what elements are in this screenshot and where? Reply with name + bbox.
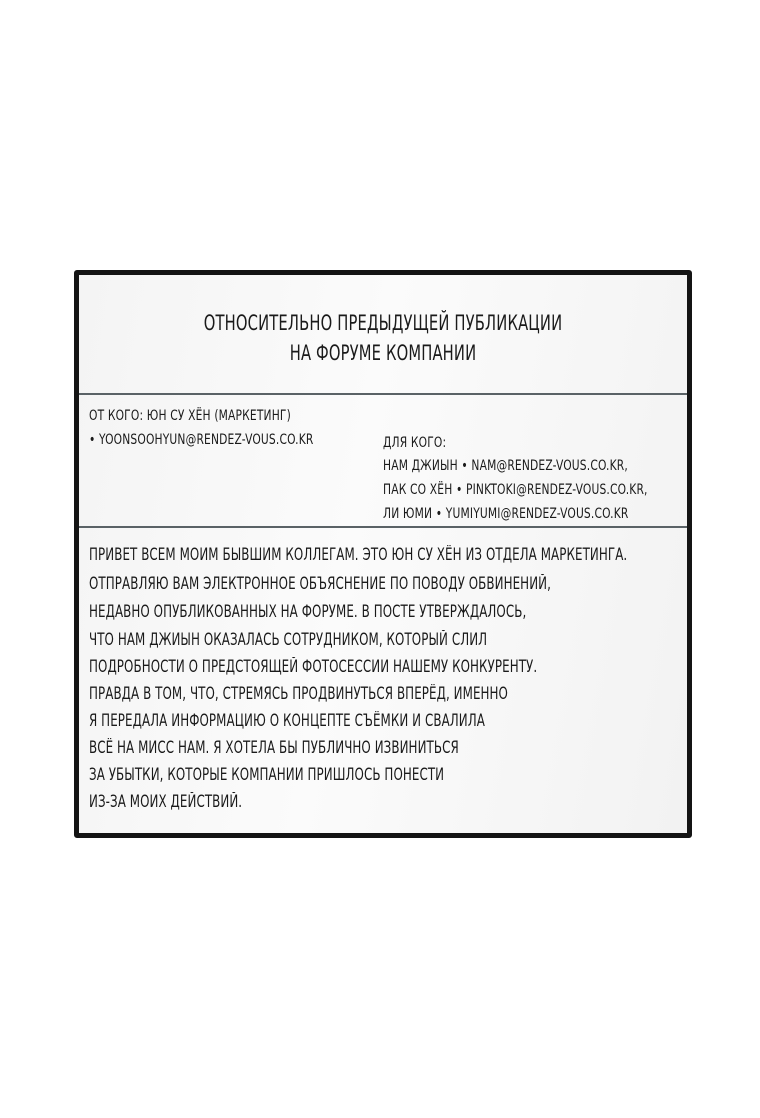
body-line: ИЗ-ЗА МОИХ ДЕЙСТВИЙ.: [89, 792, 243, 811]
body-line: ВСЁ НА МИСС НАМ. Я ХОТЕЛА БЫ ПУБЛИЧНО ИЗВИНИТЬСЯ: [89, 738, 459, 757]
body-line: ОТПРАВЛЯЮ ВАМ ЭЛЕКТРОННОЕ ОБЪЯСНЕНИЕ ПО ПОВОДУ ОБВИНЕНИЙ,: [89, 574, 551, 593]
recipient-item: ЛИ ЮМИ • YUMIYUMI@RENDEZ-VOUS.CO.KR: [383, 506, 629, 522]
email-meta: [79, 395, 687, 528]
recipient-item: ПАК СО ХЁН • PINKTOKI@RENDEZ-VOUS.CO.KR,: [383, 482, 648, 498]
email-panel: [74, 270, 692, 838]
body-line: ПОДРОБНОСТИ О ПРЕДСТОЯЩЕЙ ФОТОСЕССИИ НАШЕМУ КОНКУРЕНТУ.: [89, 657, 538, 676]
sender-email: • YOONSOOHYUN@RENDEZ-VOUS.CO.KR: [89, 432, 314, 448]
email-subject-line-2: НА ФОРУМЕ КОМПАНИИ: [289, 341, 477, 365]
body-line: ПРИВЕТ ВСЕМ МОИМ БЫВШИМ КОЛЛЕГАМ. ЭТО ЮН СУ ХЁН ИЗ ОТДЕЛА МАРКЕТИНГА.: [89, 545, 628, 564]
body-line: ЗА УБЫТКИ, КОТОРЫЕ КОМПАНИИ ПРИШЛОСЬ ПОНЕСТИ: [89, 765, 445, 784]
email-subject-line-1: ОТНОСИТЕЛЬНО ПРЕДЫДУЩЕЙ ПУБЛИКАЦИИ: [203, 311, 563, 335]
email-body: [79, 528, 687, 833]
body-line: НЕДАВНО ОПУБЛИКОВАННЫХ НА ФОРУМЕ. В ПОСТЕ УТВЕРЖДАЛОСЬ,: [89, 602, 527, 621]
body-line: ПРАВДА В ТОМ, ЧТО, СТРЕМЯСЬ ПРОДВИНУТЬСЯ ВПЕРЁД, ИМЕННО: [89, 684, 508, 703]
email-header: [79, 275, 687, 395]
body-line: ЧТО НАМ ДЖИЫН ОКАЗАЛАСЬ СОТРУДНИКОМ, КОТОРЫЙ СЛИЛ: [89, 630, 488, 649]
sender-label: ОТ КОГО: ЮН СУ ХЁН (МАРКЕТИНГ): [89, 408, 291, 424]
recipient-label: ДЛЯ КОГО:: [383, 435, 447, 451]
body-line: Я ПЕРЕДАЛА ИНФОРМАЦИЮ О КОНЦЕПТЕ СЪЁМКИ И СВАЛИЛА: [89, 711, 485, 730]
recipient-item: НАМ ДЖИЫН • NAM@RENDEZ-VOUS.CO.KR,: [383, 458, 628, 474]
